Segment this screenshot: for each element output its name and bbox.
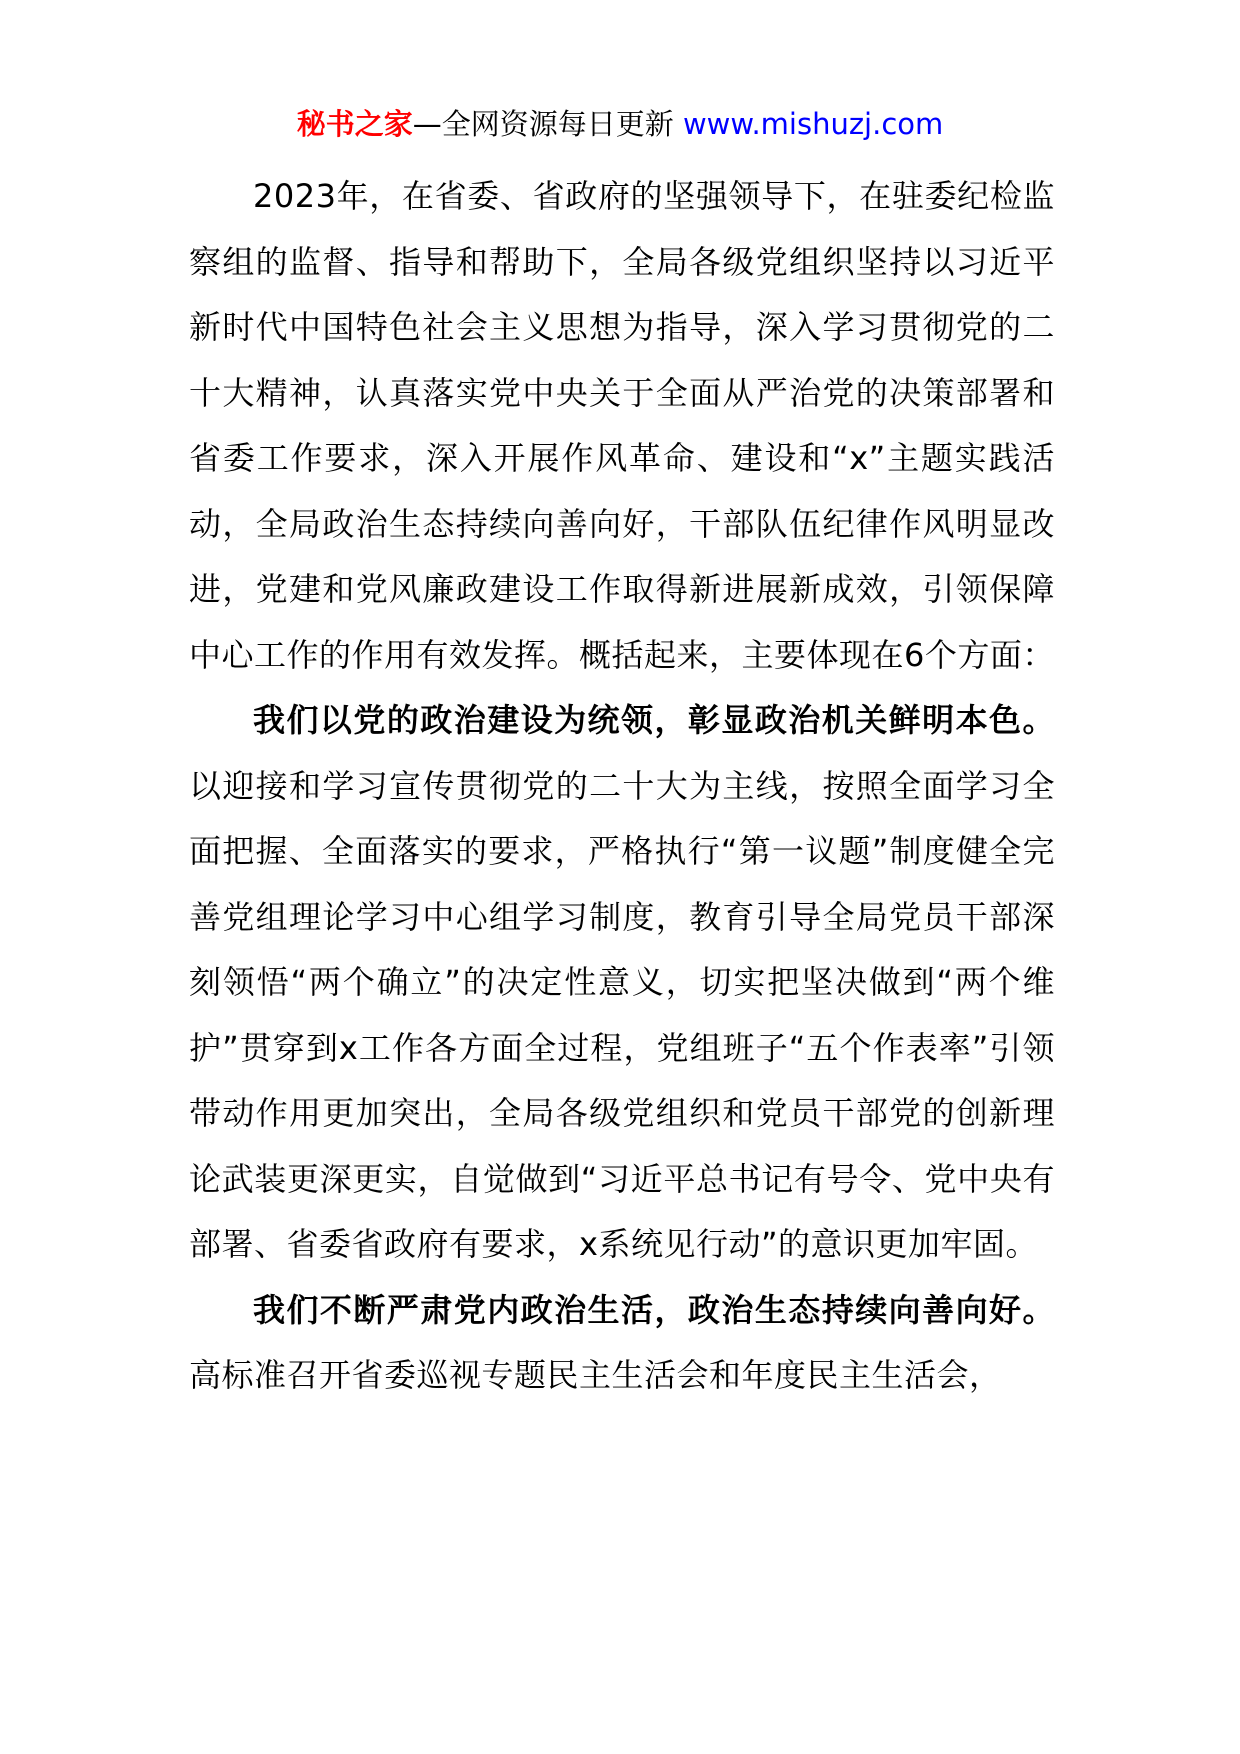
paragraph-intro: [189, 164, 1055, 688]
paragraph-text: 2023年，在省委、省政府的坚强领导下，在驻委纪检监察组的监督、指导和帮助下，全局各级党组织坚持以习近平新时代中国特色社会主义思想为指导，深入学习贯彻党的二十大精神，认真落实党中央关于全面从严治党的决策部署和省委工作要求，深入开展作风革命、建设和“x”主题实践活动，全局政治生态持续向善向好，干部队伍纪律作风明显改进，党建和党风廉政建设工作取得新进展新成效，引领保障中心工作的作用有效发挥。概括起来，主要体现在6个方面：: [189, 177, 1055, 674]
document-body: [189, 164, 1055, 1409]
header-slogan: —全网资源每日更新: [412, 107, 683, 141]
brand-name: 秘书之家: [296, 107, 413, 141]
paragraph-text: 高标准召开省委巡视专题民主生活会和年度民主生活会，: [189, 1356, 1002, 1394]
paragraph-text: 以迎接和学习宣传贯彻党的二十大为主线，按照全面学习全面把握、全面落实的要求，严格执行“第一议题”制度健全完善党组理论学习中心组学习制度，教育引导全局党员干部深刻领悟“两个确立”的决定性意义，切实把坚决做到“两个维护”贯穿到x工作各方面全过程，党组班子“五个作表率”引领带动作用更加突出，全局各级党组织和党员干部党的创新理论武装更深更实，自觉做到“习近平总书记有号令、党中央有部署、省委省政府有要求，x系统见行动”的意识更加牢固。: [189, 766, 1055, 1263]
paragraph-political-building: [189, 688, 1055, 1278]
paragraph-lead: 我们不断严肃党内政治生活，政治生态持续向善向好。: [253, 1290, 1055, 1329]
site-link[interactable]: www.mishuzj.com: [682, 107, 944, 141]
paragraph-lead: 我们以党的政治建设为统领，彰显政治机关鲜明本色。: [253, 701, 1055, 739]
page-header: [0, 102, 1240, 146]
paragraph-party-life: [189, 1278, 1055, 1409]
